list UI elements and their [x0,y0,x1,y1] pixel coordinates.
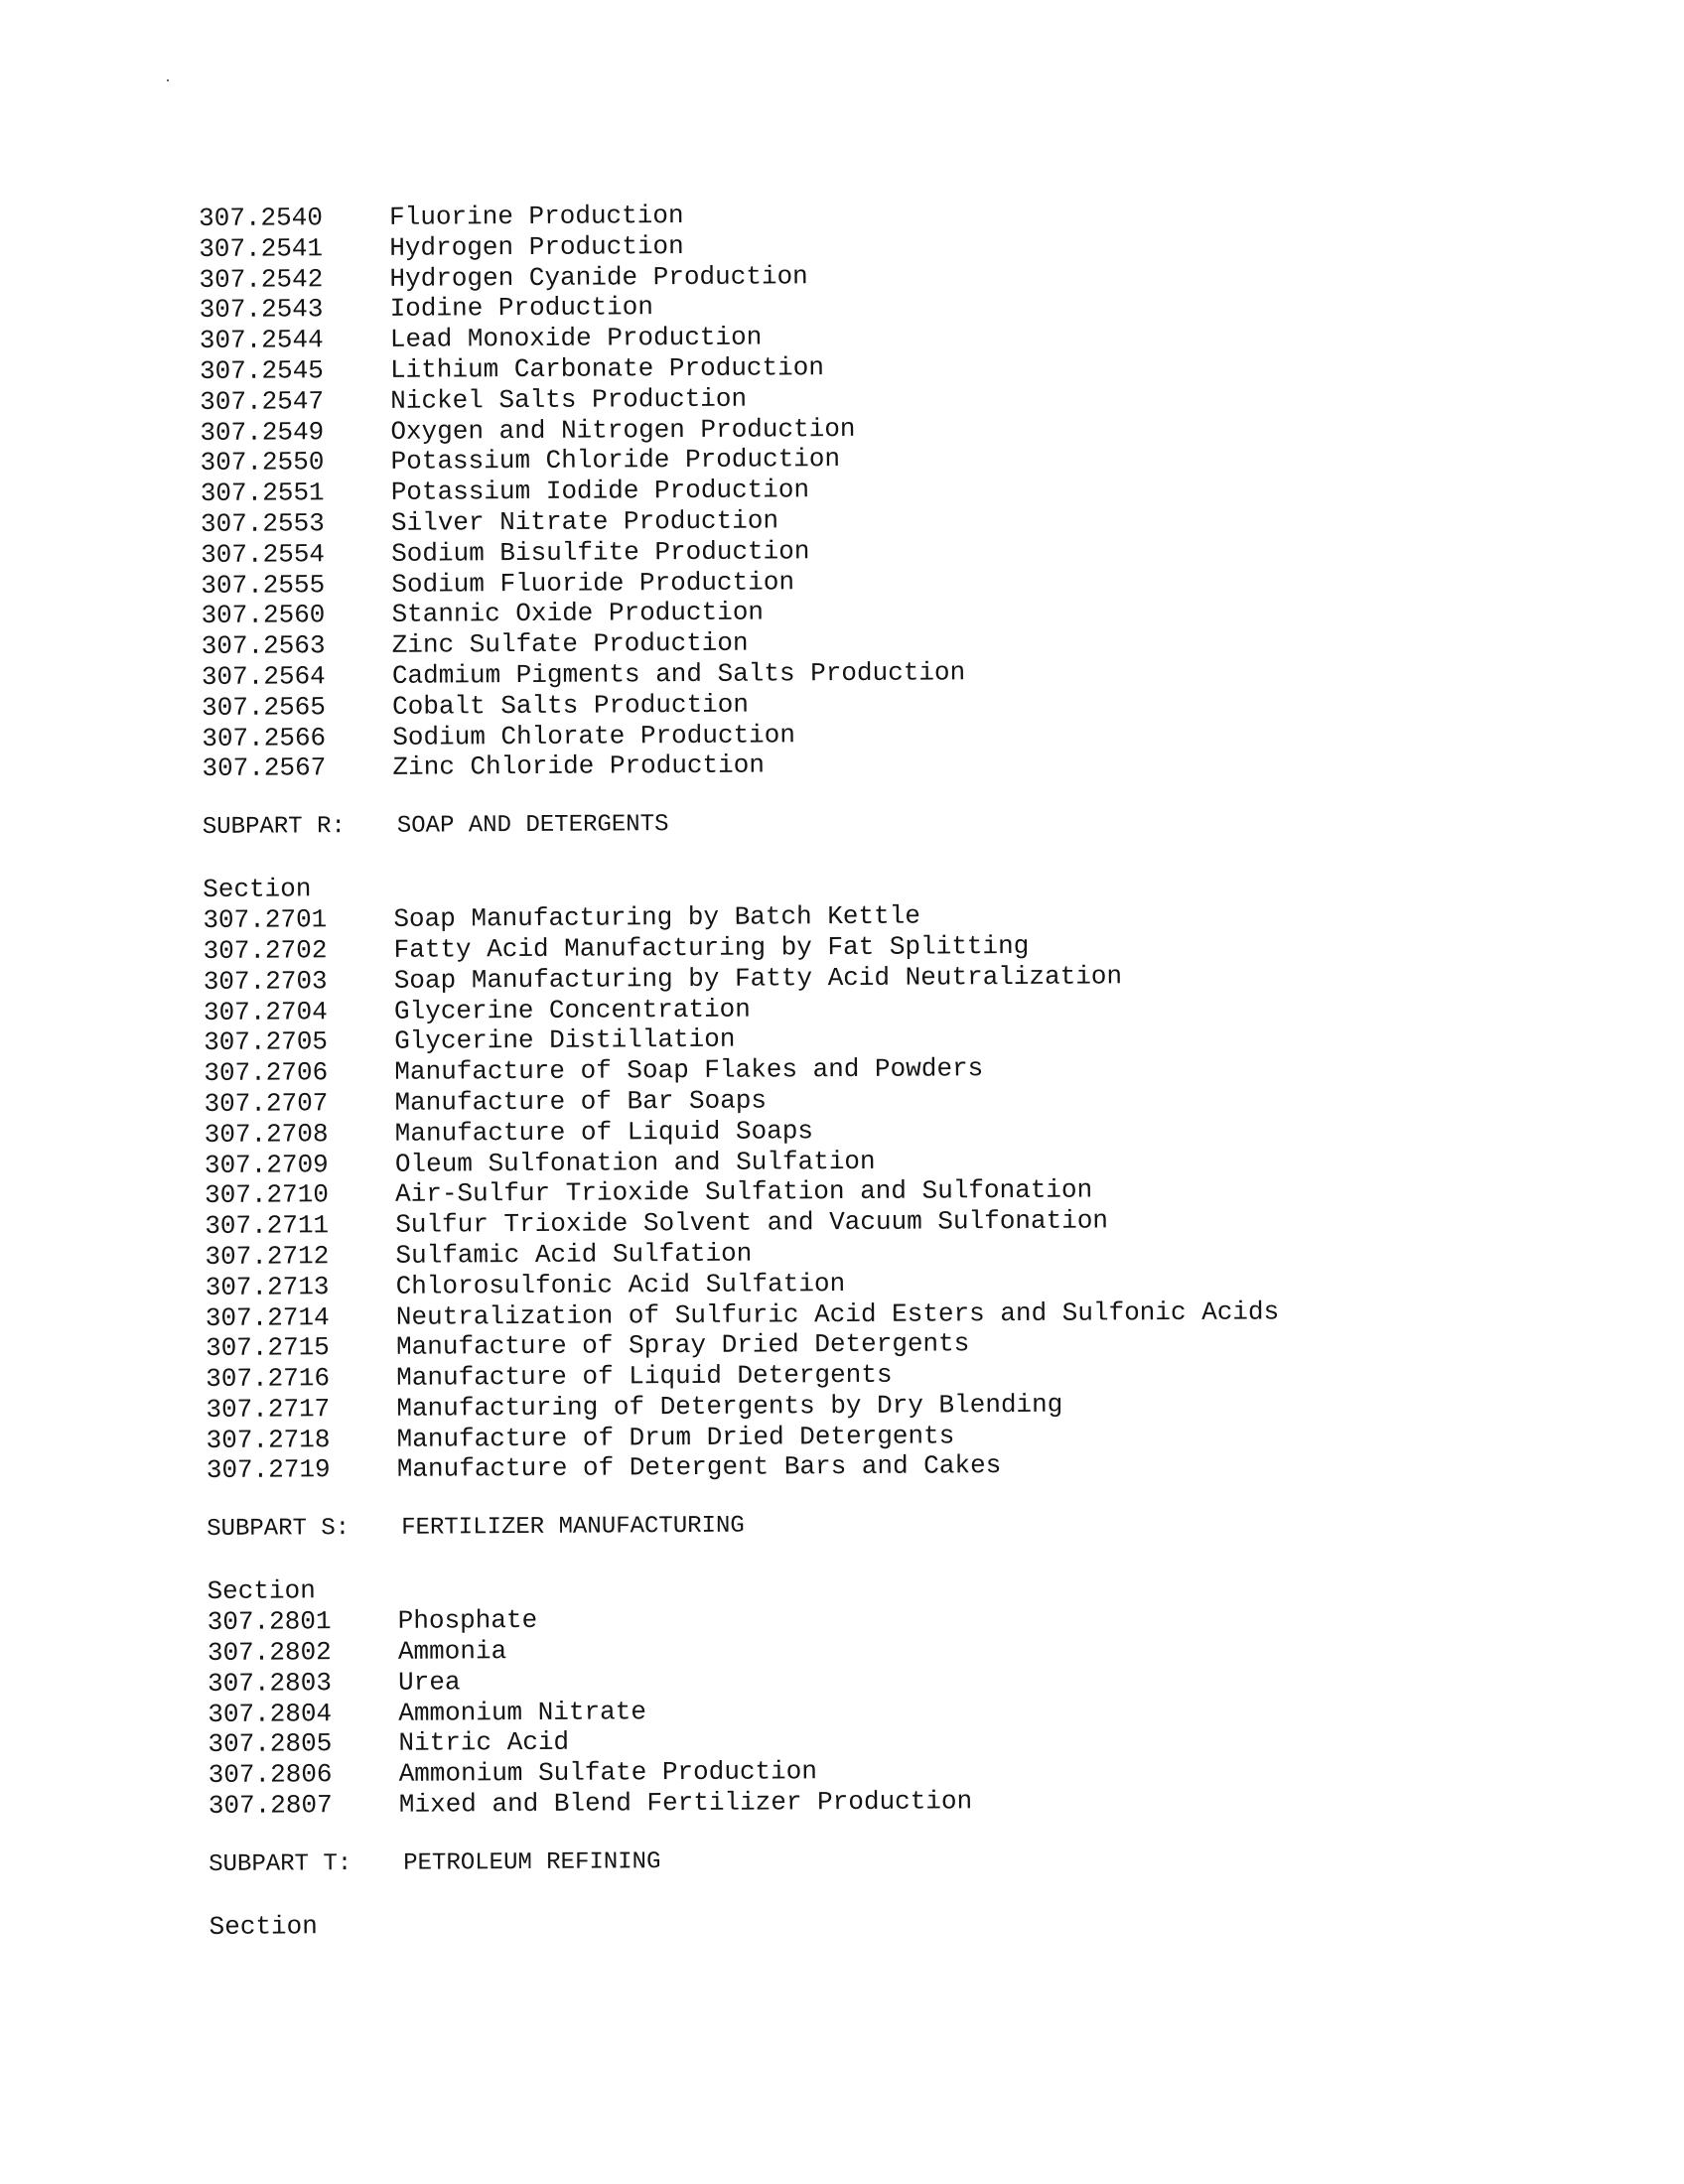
subpart-r-heading [203,804,1474,844]
section-number: 307.2551 [200,478,325,509]
section-title: Ammonia [397,1636,507,1667]
section-title: Sulfur Trioxide Solvent and Vacuum Sulfonation [395,1205,1109,1240]
section-number: 307.2566 [202,722,327,753]
section-title: Fluorine Production [388,201,684,232]
section-number: 307.2711 [205,1210,330,1242]
section-number: 307.2540 [199,203,324,233]
section-title: Manufacturing of Detergents by Dry Blending [396,1389,1063,1424]
subpart-t-title: PETROLEUM REFINING [403,1848,661,1877]
section-number: 307.2543 [199,294,324,326]
section-title: Ammonium Nitrate [398,1696,647,1728]
section-number: 307.2549 [200,416,325,448]
section-number: 307.2716 [206,1363,331,1395]
document-page [199,196,1480,1943]
section-number: 307.2801 [207,1606,332,1638]
section-number: 307.2560 [201,600,326,631]
section-title: Manufacture of Liquid Soaps [394,1115,814,1149]
section-number: 307.2544 [199,325,324,356]
section-number: 307.2541 [199,233,324,264]
section-title: Hydrogen Cyanide Production [389,260,808,294]
section-number: 307.2550 [200,447,325,478]
subpart-s-label: SUBPART S: [207,1515,351,1544]
subpart-r-section-list [203,897,1477,1486]
section-title: Zinc Sulfate Production [391,627,749,660]
subpart-t-heading [209,1842,1479,1881]
section-number: 307.2803 [208,1668,333,1699]
section-number: 307.2565 [202,691,327,723]
section-title: Air-Sulfur Trioxide Sulfation and Sulfonation [395,1174,1093,1210]
section-row [207,1448,1477,1487]
section-number: 307.2709 [204,1149,329,1180]
subpart-r-section-label: Section [203,874,312,905]
section-number: 307.2564 [201,661,326,692]
section-row [209,1783,1479,1822]
section-title: Manufacture of Liquid Detergents [396,1359,893,1393]
section-number: 307.2718 [206,1424,331,1455]
section-title: Lead Monoxide Production [389,322,763,355]
section-row [202,747,1473,785]
section-title: Lithium Carbonate Production [389,352,824,385]
section-title: Iodine Production [389,292,653,325]
section-title: Sodium Bisulfite Production [391,536,810,569]
section-number: 307.2712 [205,1241,330,1272]
section-number: 307.2719 [206,1454,331,1486]
section-title: Sodium Chlorate Production [392,719,796,752]
section-number: 307.2714 [205,1301,330,1333]
section-title: Silver Nitrate Production [390,505,779,538]
section-number: 307.2710 [205,1179,330,1211]
section-number: 307.2804 [208,1698,333,1729]
section-number: 307.2807 [208,1790,333,1822]
section-title: Potassium Chloride Production [390,444,841,478]
section-title: Cadmium Pigments and Salts Production [391,657,966,691]
subpart-s-title: FERTILIZER MANUFACTURING [401,1512,745,1543]
section-number: 307.2706 [204,1057,329,1089]
section-title: Soap Manufacturing by Batch Kettle [393,900,920,934]
section-title: Manufacture of Spray Dried Detergents [395,1328,970,1363]
section-title: Soap Manufacturing by Fatty Acid Neutralization [393,961,1123,996]
section-number: 307.2545 [199,355,324,386]
section-number: 307.2802 [207,1637,332,1669]
section-number: 307.2553 [200,508,325,539]
section-title: Potassium Iodide Production [390,475,810,507]
section-title: Phosphate [397,1605,538,1637]
section-title: Hydrogen Production [389,230,684,263]
section-number: 307.2703 [203,965,328,997]
subpart-r-title: SOAP AND DETERGENTS [396,811,669,840]
section-title: Glycerine Concentration [393,994,751,1026]
section-title: Oleum Sulfonation and Sulfation [394,1146,876,1179]
section-title: Fatty Acid Manufacturing by Fat Splitting [393,930,1030,965]
section-title: Oxygen and Nitrogen Production [390,413,856,447]
section-title: Urea [398,1667,461,1698]
section-number: 307.2701 [203,904,328,936]
scan-speck [167,79,169,81]
section-number: 307.2715 [205,1332,330,1364]
section-number: 307.2567 [202,752,327,784]
initial-section-list [199,196,1474,784]
section-number: 307.2707 [204,1088,329,1119]
subpart-s-heading [207,1506,1477,1546]
section-title: Sulfamic Acid Sulfation [395,1238,753,1271]
section-number: 307.2705 [204,1026,329,1058]
section-number: 307.2563 [201,630,326,662]
section-title: Manufacture of Soap Flakes and Powders [394,1053,984,1087]
subpart-s-section-label: Section [207,1575,316,1607]
section-number: 307.2713 [205,1271,330,1302]
section-title: Ammonium Sulfate Production [398,1756,818,1790]
subpart-t-section-label: Section [209,1911,318,1942]
section-number: 307.2805 [208,1728,333,1760]
section-title: Zinc Chloride Production [392,750,766,783]
section-number: 307.2702 [203,935,328,966]
section-number: 307.2547 [200,386,325,417]
section-number: 307.2717 [206,1394,331,1425]
section-title: Stannic Oxide Production [391,597,765,630]
section-title: Cobalt Salts Production [392,689,750,722]
subpart-s-section-list [208,1599,1479,1821]
section-title: Chlorosulfonic Acid Sulfation [395,1268,846,1301]
section-title: Manufacture of Detergent Bars and Cakes [396,1450,1002,1485]
section-title: Neutralization of Sulfuric Acid Esters and Sulfonic Acids [395,1296,1280,1332]
section-number: 307.2554 [201,538,326,570]
section-title: Manufacture of Drum Dried Detergents [396,1421,955,1454]
section-title: Glycerine Distillation [394,1024,736,1057]
section-number: 307.2708 [204,1118,329,1150]
section-title: Mixed and Blend Fertilizer Production [398,1786,973,1820]
section-number: 307.2555 [201,569,326,601]
section-title: Sodium Fluoride Production [391,566,795,600]
section-title: Nitric Acid [398,1727,570,1759]
subpart-t-label: SUBPART T: [209,1849,352,1878]
section-number: 307.2806 [208,1759,333,1791]
section-number: 307.2542 [199,263,324,295]
section-title: Manufacture of Bar Soaps [394,1085,768,1118]
section-number: 307.2704 [203,996,328,1027]
section-title: Nickel Salts Production [390,383,748,416]
subpart-r-label: SUBPART R: [202,813,346,842]
